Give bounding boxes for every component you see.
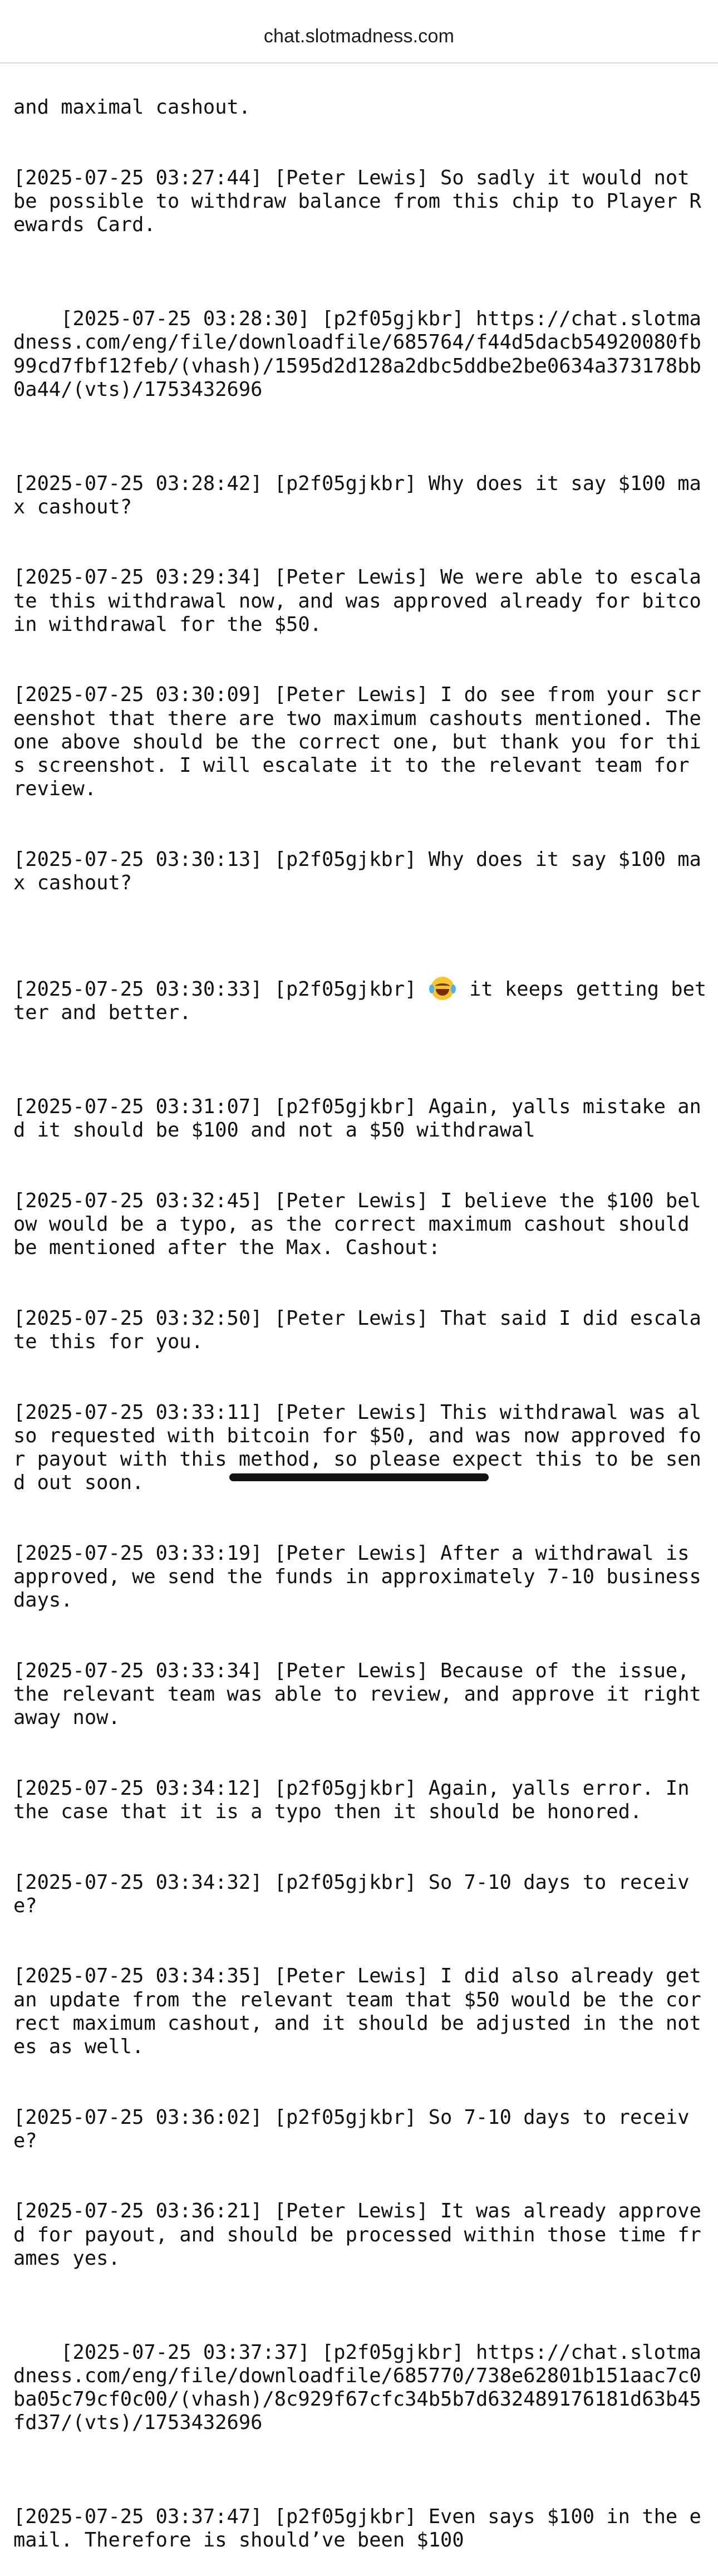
url-text[interactable]: chat.slotmadness.com <box>263 26 455 47</box>
emoji-line-prefix: [2025-07-25 03:30:33] [p2f05gjkbr] <box>13 977 429 1001</box>
chat-message: [2025-07-25 03:34:12] [p2f05gjkbr] Again, yalls error. In the case that it is a typo then it should be honored. <box>13 1776 701 1824</box>
chat-message: [2025-07-25 03:37:47] [p2f05gjkbr] Even says $100 in the email. Therefore is should’ve been $100 <box>13 2505 701 2552</box>
chat-message: [2025-07-25 03:31:07] [p2f05gjkbr] Again, yalls mistake and it should be $100 and not a $50 withdrawal <box>13 1095 701 1142</box>
chat-message: [2025-07-25 03:32:45] [Peter Lewis] I believe the $100 below would be a typo, as the correct maximum cashout should be mentioned after the Max. Cashout: <box>13 1189 701 1260</box>
face-with-tears-of-joy-icon <box>431 977 454 1000</box>
browser-url-bar[interactable] <box>0 0 718 63</box>
chat-message: [2025-07-25 03:34:35] [Peter Lewis] I did also already get an update from the relevant team that $50 would be the correct maximum cashout, and it should be adjusted in the notes as well. <box>13 1965 714 2059</box>
home-indicator[interactable] <box>229 1473 489 1481</box>
transcript-cut-line: and maximal cashout. <box>13 96 251 119</box>
chat-message: [2025-07-25 03:33:19] [Peter Lewis] After a withdrawal is approved, we send the funds in approximately 7-10 business days. <box>13 1541 714 1612</box>
chat-message: [2025-07-25 03:30:09] [Peter Lewis] I do see from your screenshot that there are two maximum cashouts mentioned. The one above should be the correct one, but thank you for this screenshot. I will escalate it to the relevant team for review. <box>13 683 714 801</box>
link-message-text[interactable]: [2025-07-25 03:37:37] [p2f05gjkbr] https://chat.slotmadness.com/eng/file/downloadfile/685770/738e62801b151aac7c0ba05c79cf0c00/(vhash)/8c929f67cfc34b5b7d632489176181d63b45fd37/(vts)/1753432696 <box>13 2340 701 2435</box>
chat-message: [2025-07-25 03:34:32] [p2f05gjkbr] So 7-10 days to receive? <box>13 1870 690 1917</box>
chat-message: [2025-07-25 03:36:02] [p2f05gjkbr] So 7-10 days to receive? <box>13 2105 690 2152</box>
chat-message-emoji <box>13 977 709 1025</box>
emoji-line-suffix: it keeps getting better and better. <box>13 977 707 1025</box>
link-message-text[interactable]: [2025-07-25 03:28:30] [p2f05gjkbr] https://chat.slotmadness.com/eng/file/downloadfile/685764/f44d5dacb54920080fb99cd7fbf12feb/(vhash)/1595d2d128a2dbc5ddbe2be0634a373178bb0a44/(vts)/1753432696 <box>13 307 701 401</box>
chat-message: [2025-07-25 03:33:11] [Peter Lewis] This withdrawal was also requested with bitcoin for $50, and was now approved for payout with this method, so please expect this to be send out soon. <box>13 1400 701 1495</box>
chat-message: [2025-07-25 03:27:44] [Peter Lewis] So sadly it would not be possible to withdraw balance from this chip to Player Rewards Card. <box>13 166 701 237</box>
chat-message: [2025-07-25 03:29:34] [Peter Lewis] We were able to escalate this withdrawal now, and was approved already for bitcoin withdrawal for the $50. <box>13 566 701 636</box>
chat-message: [2025-07-25 03:32:50] [Peter Lewis] That said I did escalate this for you. <box>13 1306 701 1353</box>
chat-message: [2025-07-25 03:30:13] [p2f05gjkbr] Why does it say $100 max cashout? <box>13 848 701 895</box>
chat-message: [2025-07-25 03:28:42] [p2f05gjkbr] Why does it say $100 max cashout? <box>13 472 701 518</box>
chat-message: [2025-07-25 03:33:34] [Peter Lewis] Because of the issue, the relevant team was able to review, and approve it right away now. <box>13 1659 714 1730</box>
chat-message <box>13 2318 709 2459</box>
chat-message <box>13 284 709 425</box>
chat-transcript <box>13 49 714 2576</box>
chat-message: [2025-07-25 03:36:21] [Peter Lewis] It was already approved for payout, and should be processed within those time frames yes. <box>13 2200 701 2270</box>
